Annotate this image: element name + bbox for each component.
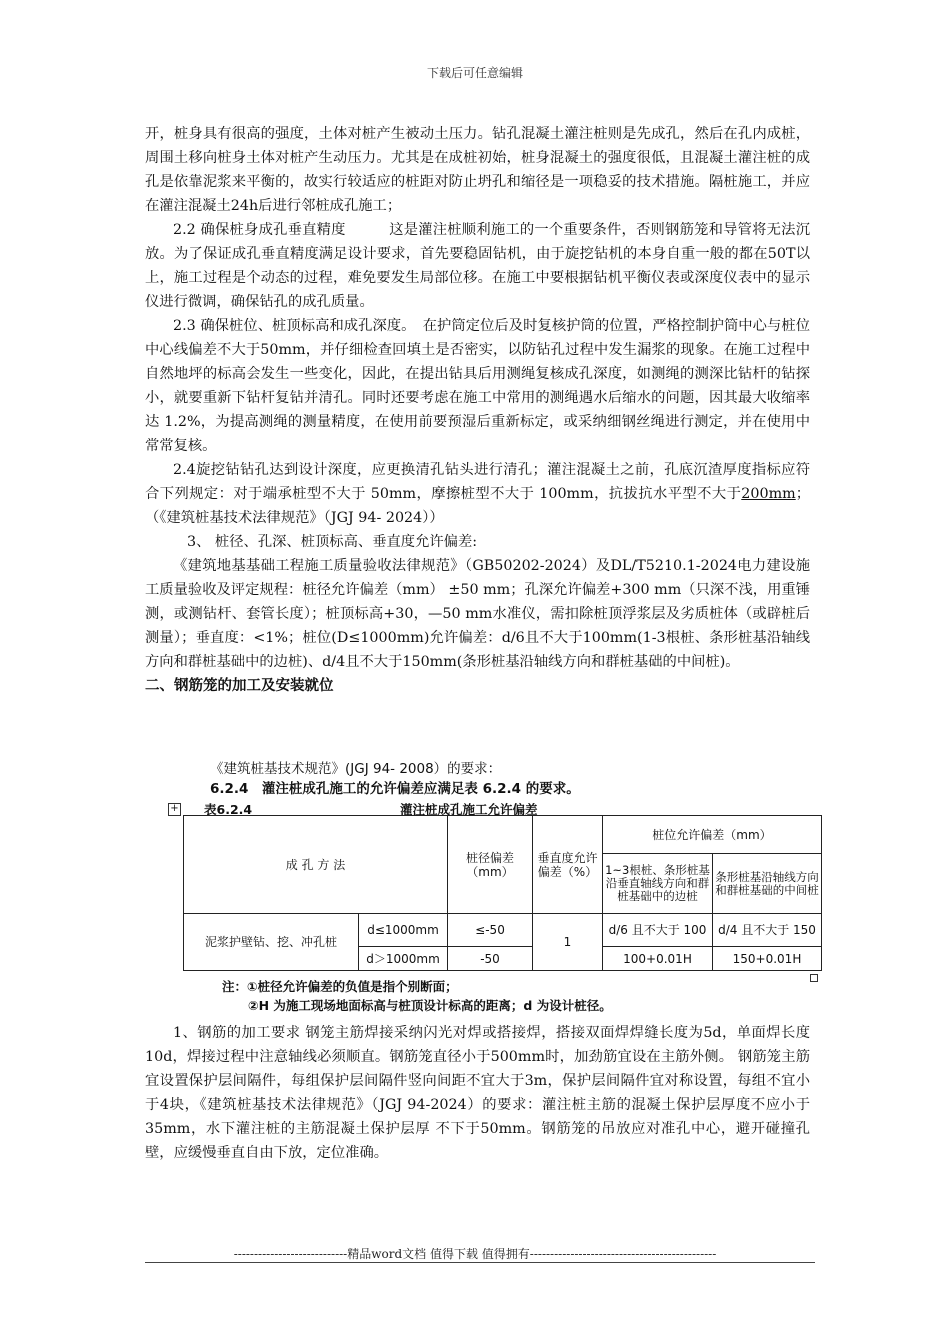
row-method: 泥浆护壁钻、挖、冲孔桩 — [184, 914, 359, 971]
reference-line: 《建筑桩基技术规范》(JGJ 94- 2008）的要求： — [210, 761, 502, 777]
header-method: 成 孔 方 法 — [184, 816, 448, 914]
paragraph-rebar: 1、钢筋的加工要求 钢笼主筋焊接采纳闪光对焊或搭接焊，搭接双面焊焊缝长度为5d，单面焊长度10d，焊接过程中注意轴线必须顺直。钢筋笼直径小于500mm时，加劲筋宜设在主筋外侧。 钢筋笼主筋宜设置保护层间隔件，每组保护层间隔件竖向间距不宜大于3m，保护层间隔件宜对称设置，每组不宜小于4块，《建筑桩基技术法律规范》（JGJ 94-2024）的要求：灌注桩主筋的混凝土保护层厚度不应小于35mm，水下灌注桩的主筋混凝土保护层厚 不下于50mm。钢筋笼的吊放应对准孔中心，避开碰撞孔壁，应缓慢垂直自由下放，定位准确。 — [145, 1025, 810, 1161]
paragraph-2-4-tail: ；（《建筑桩基技术法律规范》（JGJ 94- 2024）） — [145, 486, 810, 526]
table-note-2: ②H 为施工现场地面标高与桩顶设计标高的距离；d 为设计桩径。 — [248, 998, 612, 1013]
header-verticality: 垂直度允许偏差（%） — [533, 816, 603, 914]
paragraph-1: 开，桩身具有很高的强度，土体对桩产生被动土压力。钻孔混凝土灌注桩则是先成孔，然后在孔内成桩，周围土移向桩身土体对桩产生动压力。尤其是在成桩初始，桩身混凝土的强度很低，且混凝土灌注桩的成孔是依靠泥浆来平衡的，故实行较适应的桩距对防止坍孔和缩径是一项稳妥的技术措施。隔桩施工，并应在灌注混凝土24h后进行邻桩成孔施工； — [145, 126, 810, 214]
verticality-value: 1 — [533, 914, 603, 971]
paragraph-2-4 — [145, 458, 810, 530]
row2-middle: 150+0.01H — [713, 947, 822, 971]
table-title: 灌注桩成孔施工允许偏差 — [400, 802, 538, 817]
header-position-middle: 条形桩基沿轴线方向和群桩基础的中间桩 — [713, 854, 822, 914]
row2-diameter: -50 — [448, 947, 533, 971]
header-position-edge: 1~3根桩、条形桩基沿垂直轴线方向和群桩基础中的边桩 — [603, 854, 713, 914]
row1-condition: d≤1000mm — [359, 914, 448, 947]
underlined-value: 200mm — [741, 486, 796, 502]
row1-middle: d/4 且不大于 150 — [713, 914, 822, 947]
section-2-title: 二、钢筋笼的加工及安装就位 — [145, 678, 334, 694]
paragraph-2-2: 2.2 确保桩身成孔垂直精度 这是灌注桩顺利施工的一个重要条件，否则钢筋笼和导管将无法沉放。为了保证成孔垂直精度满足设计要求，首先要稳固钻机，由于旋挖钻机的本身自重一般的都在50T以上，施工过程是个动态的过程，难免要发生局部位移。在施工中要根据钻机平衡仪表或深度仪表中的显示仪进行微调，确保钻孔的成孔质量。 — [145, 222, 810, 310]
table-note-1: 注：①桩径允许偏差的负值是指个别断面； — [222, 979, 458, 994]
paragraph-3: 3、 桩径、孔深、桩顶标高、垂直度允许偏差: — [187, 534, 478, 550]
deviation-table — [183, 815, 822, 971]
row1-diameter: ≤-50 — [448, 914, 533, 947]
row2-edge: 100+0.01H — [603, 947, 713, 971]
paragraph-2-4-text: 2.4旋挖钻钻孔达到设计深度，应更换清孔钻头进行清孔；灌注混凝土之前，孔底沉渣厚度指标应符合下列规定：对于端承桩型不大于 50mm，摩擦桩型不大于 100mm，抗拔抗水平型不大于 — [145, 462, 810, 502]
header-diameter: 桩径偏差（mm） — [448, 816, 533, 914]
page-footer: ----------------------------精品word文档 值得下载 值得拥有---------------------------------------------- — [233, 1247, 717, 1261]
table-number: 表6.2.4 — [204, 802, 253, 817]
page-header: 下载后可任意编辑 — [426, 66, 523, 80]
header-position: 桩位允许偏差（mm） — [603, 816, 822, 854]
table-move-handle-icon[interactable]: + — [168, 803, 181, 816]
paragraph-3-body: 《建筑地基基础工程施工质量验收法律规范》（GB50202-2024）及DL/T5210.1-2024电力建设施工质量验收及评定规程：桩径允许偏差（mm） ±50 mm；孔深允许偏差+300 mm（只深不浅，用重锤测，或测钻杆、套管长度）；桩顶标高+30，—50 mm水准仪，需扣除桩顶浮浆层及劣质桩体（或辟桩后测量）；垂直度：<1%；桩位(D≤1000mm)允许偏差：d/6且不大于100mm(1-3根桩、条形桩基沿轴线方向和群桩基础中的边桩)、d/4且不大于150mm(条形桩基沿轴线方向和群桩基础的中间桩)。 — [145, 558, 810, 670]
row1-edge: d/6 且不大于 100 — [603, 914, 713, 947]
paragraph-2-3: 2.3 确保桩位、桩顶标高和成孔深度。 在护筒定位后及时复核护筒的位置，严格控制护筒中心与桩位中心线偏差不大于50mm，并仔细检查回填土是否密实，以防钻孔过程中发生漏浆的现象。在施工过程中自然地坪的标高会发生一些变化，因此，在提出钻具后用测绳复核成孔深度，如测绳的测深比钻杆的钻探小，就要重新下钻杆复钻并清孔。同时还要考虑在施工中常用的测绳遇水后缩水的问题，因其最大收缩率达 1.2%，为提高测绳的测量精度，在使用前要预湿后重新标定，或采纳细钢丝绳进行测定，并在使用中常常复核。 — [145, 318, 810, 454]
table-resize-handle-icon[interactable] — [810, 974, 818, 982]
body-text-bottom — [145, 1021, 810, 1165]
body-text-top — [145, 122, 810, 698]
footer-divider — [145, 1262, 815, 1263]
reference-clause: 6.2.4 灌注桩成孔施工的允许偏差应满足表 6.2.4 的要求。 — [210, 781, 580, 797]
row2-condition: d＞1000mm — [359, 947, 448, 971]
